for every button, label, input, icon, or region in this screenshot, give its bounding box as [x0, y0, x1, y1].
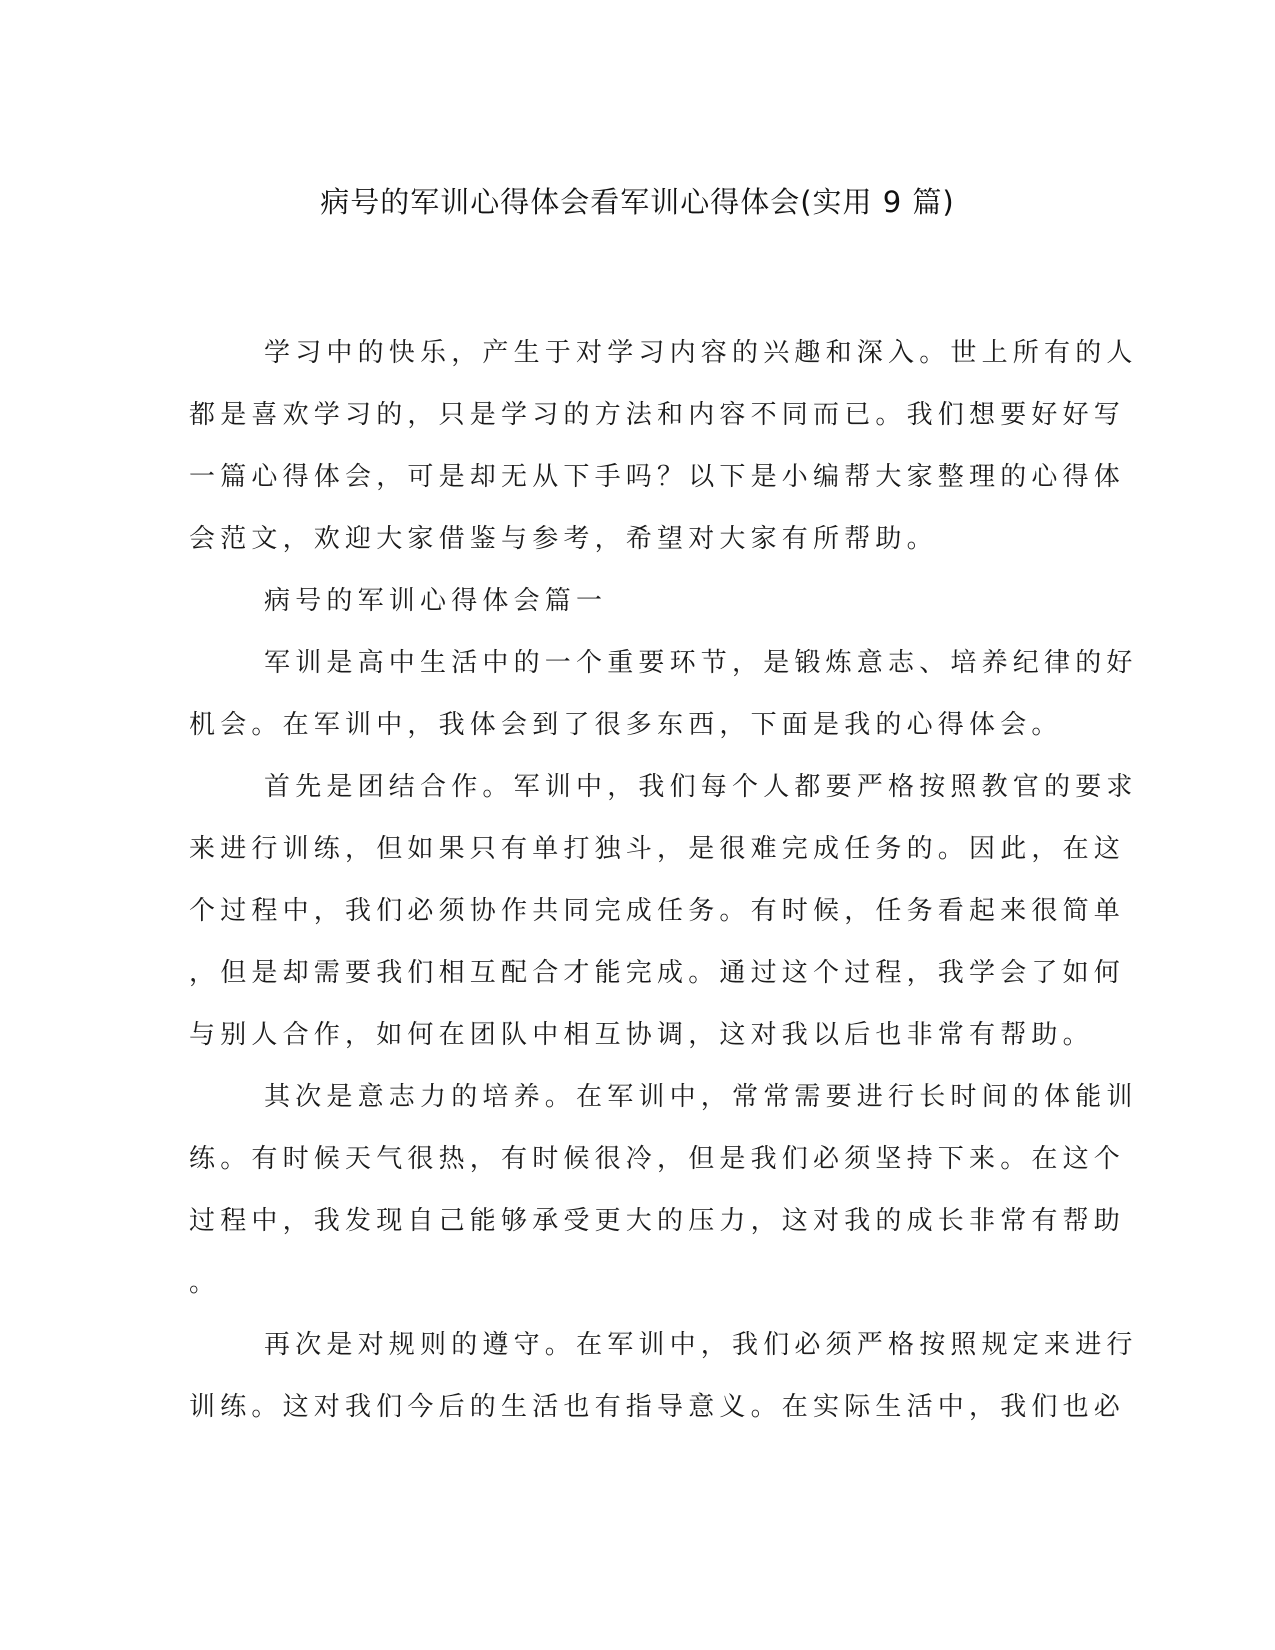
document-body: [189, 322, 1138, 1438]
text-line: 。: [189, 1268, 221, 1298]
text-line: 个过程中，我们必须协作共同完成任务。有时候，任务看起来很简单: [189, 896, 1126, 926]
text-line: 过程中，我发现自己能够承受更大的压力，这对我的成长非常有帮助: [189, 1206, 1126, 1236]
text-line: 学习中的快乐，产生于对学习内容的兴趣和深入。世上所有的人: [264, 338, 1138, 368]
text-line: 练。有时候天气很热，有时候很冷，但是我们必须坚持下来。在这个: [189, 1144, 1126, 1174]
text-line: 来进行训练，但如果只有单打独斗，是很难完成任务的。因此，在这: [189, 834, 1126, 864]
text-line: 其次是意志力的培养。在军训中，常常需要进行长时间的体能训: [264, 1082, 1138, 1112]
text-line: 首先是团结合作。军训中，我们每个人都要严格按照教官的要求: [264, 772, 1138, 802]
document-title: 病号的军训心得体会看军训心得体会(实用 9 篇): [320, 185, 955, 219]
text-line: 病号的军训心得体会篇一: [264, 586, 608, 616]
text-line: 军训是高中生活中的一个重要环节，是锻炼意志、培养纪律的好: [264, 648, 1138, 678]
text-line: 训练。这对我们今后的生活也有指导意义。在实际生活中，我们也必: [189, 1392, 1126, 1422]
text-line: 再次是对规则的遵守。在军训中，我们必须严格按照规定来进行: [264, 1330, 1138, 1360]
text-line: 与别人合作，如何在团队中相互协调，这对我以后也非常有帮助。: [189, 1020, 1094, 1050]
text-line: 都是喜欢学习的，只是学习的方法和内容不同而已。我们想要好好写: [189, 400, 1126, 430]
text-line: 机会。在军训中，我体会到了很多东西，下面是我的心得体会。: [189, 710, 1063, 740]
text-line: 一篇心得体会，可是却无从下手吗？以下是小编帮大家整理的心得体: [189, 462, 1126, 492]
text-line: 会范文，欢迎大家借鉴与参考，希望对大家有所帮助。: [189, 524, 938, 554]
text-line: ，但是却需要我们相互配合才能完成。通过这个过程，我学会了如何: [189, 958, 1126, 988]
